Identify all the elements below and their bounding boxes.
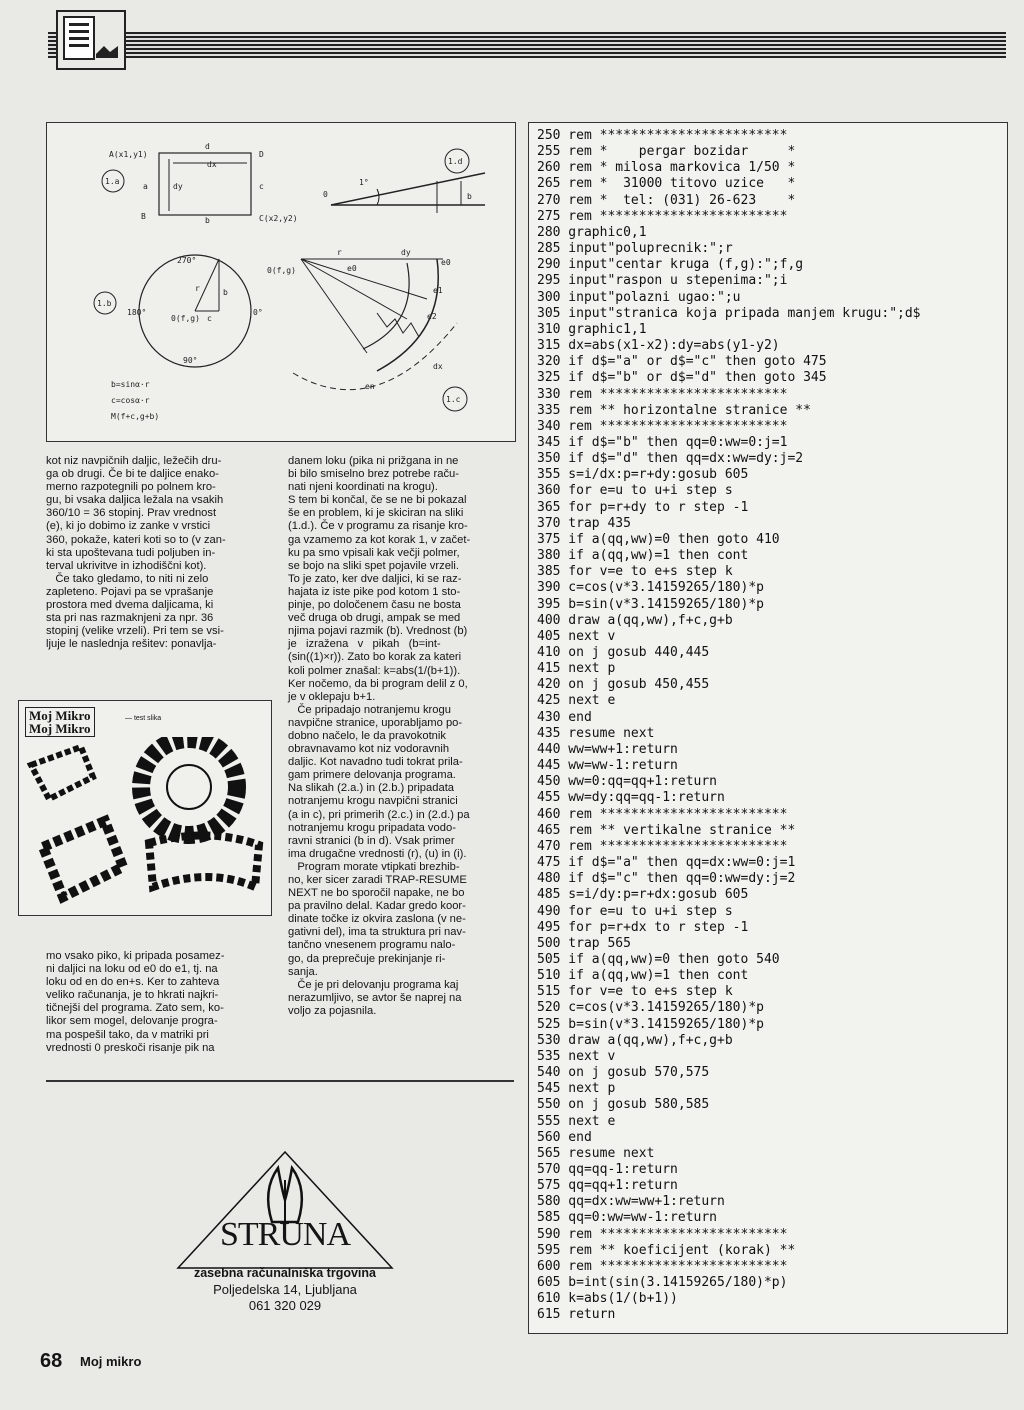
article-column-left-bottom: mo vsako piko, ki pripada posamez- ni daljici na loku od e0 do e1, tj. na loku od en do en+s. Ker to zahteva veliko računanja, je to hkrati najkri- tičnejši del programa. Zato sem, ko- likor sem mogel, delovanje progra- ma pospešil tako, da v matriki pri vrednosti 0 preskoči risanje pik na: [46, 950, 225, 1054]
code-line: 465 rem ** vertikalne stranice **: [537, 822, 796, 838]
figure-1b: [94, 255, 263, 421]
code-line: 610 k=abs(1/(b+1)): [537, 1291, 678, 1307]
fig1a-label: 1.a: [105, 177, 120, 186]
logo-sample-drawings: [19, 737, 271, 913]
fig1b-angle-270: 270°: [177, 256, 197, 265]
fig1b-b: b: [223, 288, 228, 297]
code-line: 385 for v=e to e+s step k: [537, 564, 733, 580]
code-line: 530 draw a(qq,ww),f+c,g+b: [537, 1032, 733, 1048]
fig1b-angle-0: 0°: [253, 308, 263, 317]
code-line: 420 on j gosub 450,455: [537, 677, 710, 693]
fig1a-side-dx: dx: [207, 160, 217, 169]
figure-1c: [267, 248, 467, 411]
advert-struna: [170, 1140, 400, 1320]
code-line: 605 b=int(sin(3.14159265/180)*p): [537, 1275, 788, 1291]
article-column-left-top: kot niz navpičnih daljic, ležečih dru- ga ob drugi. Če bi te daljice enako- merno razpotegnili po polnem kro- gu, bi vsaka daljica ležala na vsakih 360/10 = 36 stopinj. Prav vrednost (e), ki jo dobimo iz zanke v vrstici 360, pokaže, kateri koti so to (v zan- ki sta upoštevana tudi poljuben in- terval ukrivitve in izhodiščni kot). Če tako gledamo, to niti ni zelo zapleteno. Pojavi pa se vprašanje prostora med dvema daljicama, ki sta pri nas razmaknjeni za npr. 36 stopinj (velike vrzeli). Pri tem se vsi- ljuje le naslednja rešitev: ponavlja-: [46, 455, 226, 651]
fig1c-e1: e1: [433, 286, 443, 295]
code-line: 485 s=i/dy:p=r+dx:gosub 605: [537, 887, 749, 903]
code-line: 285 input"polupreсnik:";r: [537, 241, 733, 257]
fig1a-point-b: B: [141, 212, 146, 221]
article-column-right: danem loku (pika ni prižgana in ne bi bilo smiselno brez potrebe raču- nati njeni koordinati na krogu). S tem bi končal, če se ne bi pokazal še en problem, ki je skiciran na sliki (1.d.). Če v programu za risanje kro- ga vzamemo za kot korak 1, v začet- ku pa smo vpisali kak večji polmer, se bojo na sliki spet pojavile vrzeli. To je zato, ker dve daljici, ki se raz- hajata iz iste pike pod kotom 1 sto- pinje, po določenem času ne bosta več druga ob drugi, ampak se med njima pojavi razmik (b). Vrednost (b) je izražena v pikah (b=int- (sin((1)×r)). Zato bo korak za kateri koli polmer znašal: k=abs(1/(b+1)). Ker nočemo, da bi program delil z 0, je v oklepaju b+1. Če pripadajo notranjemu krogu navpične stranice, uporabljamo po- dobno načelo, le da pravokotnik obravnavamo kot niz vodoravnih daljic. Kot navadno tudi tokrat prila- gam primere delovanja programa. Na slikah (2.a.) in (2.b.) pripadata notranjemu krogu navpični stranici (a in c), pri primerih (2.c.) in (2.d.) pa notranjemu krogu pripadata vodo- ravni stranici (b in d). Vsak primer ima drugačne vrednosti (r), (u) in (i). Program morate vtipkati brezhib- no, ker sicer zaradi TRAP-RESUME NEXT ne bo sporočil napake, ne bo pa pravilno delal. Kadar gredo koor- dinate točke iz okvira zaslona (v ne- gativni del), ima ta struktura pri nav- tančno vnesenem programu nalo- go, da preprečuje prekinjanje ri- sanja. Če je pri delovanju programa kaj nerazumljivo, se avtor še naprej na voljo za pojasnila.: [288, 455, 471, 1017]
fig1a-point-c: C(x2,y2): [259, 214, 298, 223]
code-line: 460 rem ************************: [537, 806, 788, 822]
code-line: 565 resume next: [537, 1145, 655, 1161]
fig1c-label: 1.c: [446, 395, 461, 404]
code-line: 290 input"centar kruga (f,g):";f,g: [537, 257, 804, 273]
code-line: 535 next v: [537, 1048, 616, 1064]
code-line: 495 for p=r+dx to r step -1: [537, 919, 749, 935]
fig1a-point-d: D: [259, 150, 264, 159]
code-line: 270 rem * tel: (031) 26-623 *: [537, 192, 796, 208]
code-line: 510 if a(qq,ww)=1 then cont: [537, 968, 749, 984]
code-line: 595 rem ** koeficijent (korak) **: [537, 1242, 796, 1258]
code-line: 375 if a(qq,ww)=0 then goto 410: [537, 531, 780, 547]
fig1d-label: 1.d: [448, 157, 463, 166]
section-logo-icon: [56, 10, 126, 70]
code-line: 405 next v: [537, 628, 616, 644]
code-line: 370 trap 435: [537, 515, 631, 531]
code-line: 570 qq=qq-1:return: [537, 1162, 678, 1177]
magazine-name: Moj mikro: [80, 1354, 142, 1369]
code-line: 255 rem * pergar bozidar *: [537, 144, 796, 160]
fig1b-center: 0(f,g): [171, 314, 200, 323]
advert-separator: [46, 1080, 514, 1082]
code-line: 400 draw a(qq,ww),f+c,g+b: [537, 612, 733, 628]
code-line: 330 rem ************************: [537, 386, 788, 402]
code-line: 505 if a(qq,ww)=0 then goto 540: [537, 951, 780, 967]
code-line: 600 rem ************************: [537, 1258, 788, 1274]
code-line: 265 rem * 31000 titovo uzice *: [537, 176, 796, 192]
code-line: 380 if a(qq,ww)=1 then cont: [537, 548, 749, 564]
fig1c-en: en: [365, 382, 375, 391]
code-line: 480 if d$="c" then qq=0:ww=dy:j=2: [537, 871, 796, 887]
program-listing: [537, 128, 921, 1324]
code-line: 475 if d$="a" then qq=dx:ww=0:j=1: [537, 855, 796, 871]
header-rule: [48, 32, 1006, 58]
fig1b-c: c: [207, 314, 212, 323]
figure-1a: [102, 142, 298, 225]
fig1c-dx: dx: [433, 362, 443, 371]
code-line: 315 dx=abs(x1-x2):dy=abs(y1-y2): [537, 338, 780, 354]
advert-line-3: 061 320 029: [248, 1298, 322, 1313]
code-line: 540 on j gosub 570,575: [537, 1065, 710, 1081]
fig1c-dy: dy: [401, 248, 411, 257]
code-line: 280 graphic0,1: [537, 224, 647, 240]
code-line: 340 rem ************************: [537, 418, 788, 434]
figure-panel: [46, 122, 516, 442]
code-line: 585 qq=0:ww=ww-1:return: [537, 1210, 718, 1226]
fig1d-origin: 0: [323, 190, 328, 199]
advert-line-2: Poljedelska 14, Ljubljana: [213, 1282, 357, 1297]
code-line: 350 if d$="d" then qq=dx:ww=dy:j=2: [537, 451, 804, 467]
code-line: 395 b=sin(v*3.14159265/180)*p: [537, 596, 764, 612]
code-line: 470 rem ************************: [537, 838, 788, 854]
logo-sample-picture: [18, 700, 272, 916]
fig1c-r: r: [337, 248, 342, 257]
code-line: 560 end: [537, 1129, 592, 1145]
figure-1d: [323, 149, 485, 213]
logo-sample-caption: — test slika: [125, 715, 162, 722]
fig1b-formula-3: M(f+c,g+b): [111, 412, 160, 421]
code-line: 440 ww=ww+1:return: [537, 741, 678, 757]
code-line: 435 resume next: [537, 725, 655, 741]
fig1a-point-a: A(x1,y1): [109, 150, 148, 159]
fig1a-side-dy: dy: [173, 182, 183, 191]
fig1a-side-c: c: [259, 182, 264, 191]
code-line: 425 next e: [537, 693, 616, 709]
code-line: 520 c=cos(v*3.14159265/180)*p: [537, 1000, 764, 1016]
code-line: 615 return: [537, 1307, 616, 1323]
code-line: 415 next p: [537, 661, 616, 677]
code-line: 580 qq=dx:ww=ww+1:return: [537, 1194, 725, 1210]
code-line: 490 for e=u to u+i step s: [537, 903, 733, 919]
fig1c-e2: e2: [427, 312, 437, 321]
code-line: 525 b=sin(v*3.14159265/180)*p: [537, 1016, 764, 1032]
fig1b-r: r: [195, 284, 200, 293]
fig1c-e0: e0: [347, 264, 357, 273]
code-line: 430 end: [537, 709, 592, 725]
code-line: 365 for p=r+dy to r step -1: [537, 499, 749, 515]
geometry-figures: [47, 123, 515, 441]
code-line: 410 on j gosub 440,445: [537, 645, 710, 660]
code-line: 575 qq=qq+1:return: [537, 1178, 678, 1194]
advert-line-1: zasebna računalniška trgovina: [193, 1266, 376, 1280]
code-line: 450 ww=0:qq=qq+1:return: [537, 774, 718, 790]
fig1c-e0-top: e0: [441, 258, 451, 267]
code-line: 515 for v=e to e+s step k: [537, 984, 733, 1000]
code-line: 360 for e=u to u+i step s: [537, 483, 733, 499]
fig1a-side-b: b: [205, 216, 210, 225]
code-line: 320 if d$="a" or d$="c" then goto 475: [537, 354, 827, 370]
code-line: 555 next e: [537, 1113, 616, 1129]
code-line: 390 c=cos(v*3.14159265/180)*p: [537, 580, 764, 596]
code-line: 335 rem ** horizontalne stranice **: [537, 402, 811, 418]
fig1b-formula-1: b=sinα·r: [111, 380, 150, 389]
fig1b-label: 1.b: [97, 299, 112, 308]
code-line: 550 on j gosub 580,585: [537, 1097, 710, 1113]
code-line: 305 input"stranica koja pripada manjem krugu:";d$: [537, 305, 921, 321]
fig1c-center: 0(f,g): [267, 266, 296, 275]
fig1a-side-a: a: [143, 182, 148, 191]
code-line: 275 rem ************************: [537, 208, 788, 224]
code-line: 310 graphic1,1: [537, 321, 647, 337]
code-line: 545 next p: [537, 1081, 616, 1097]
program-listing-box: [528, 122, 1008, 1334]
fig1d-angle: 1°: [359, 178, 369, 187]
logo-sample-line-1: Moj Mikro: [29, 708, 91, 723]
fig1a-side-d: d: [205, 142, 210, 151]
code-line: 260 rem * milosa markovica 1/50 *: [537, 160, 796, 176]
code-line: 295 input"raspon u stepenima:";i: [537, 273, 788, 289]
code-line: 500 trap 565: [537, 935, 631, 951]
code-line: 345 if d$="b" then qq=0:ww=0:j=1: [537, 434, 788, 450]
code-line: 250 rem ************************: [537, 128, 788, 143]
advert-brand: STRUNA: [219, 1216, 351, 1253]
fig1b-formula-2: c=cosα·r: [111, 396, 150, 405]
logo-sample-line-2: Moj Mikro: [29, 721, 91, 736]
code-line: 590 rem ************************: [537, 1226, 788, 1242]
code-line: 355 s=i/dx:p=r+dy:gosub 605: [537, 467, 749, 483]
page-number: 68: [40, 1350, 63, 1372]
fig1b-angle-180: 180°: [127, 308, 147, 317]
code-line: 445 ww=ww-1:return: [537, 758, 678, 774]
fig1d-b: b: [467, 192, 472, 201]
fig1b-angle-90: 90°: [183, 356, 198, 365]
code-line: 325 if d$="b" or d$="d" then goto 345: [537, 370, 827, 386]
code-line: 300 input"polazni ugao:";u: [537, 289, 741, 305]
code-line: 455 ww=dy:qq=qq-1:return: [537, 790, 725, 806]
